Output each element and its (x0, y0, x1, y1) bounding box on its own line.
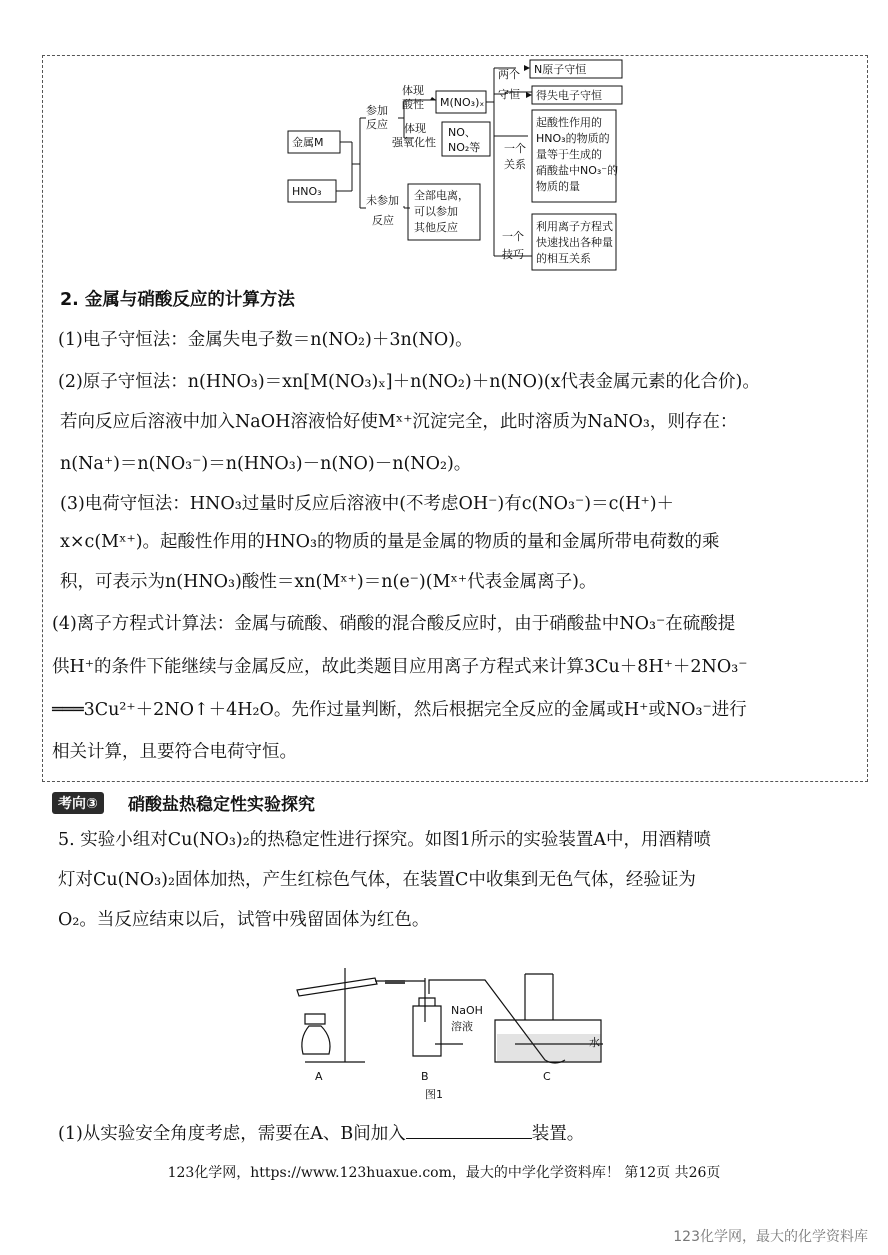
naoh-label: NaOH (451, 1004, 483, 1017)
figure-caption: 图1 (425, 1088, 443, 1101)
watermark: 123化学网，最大的化学资料库 (673, 1229, 868, 1245)
naoh-label-2: 溶液 (451, 1020, 473, 1033)
metal-node: 金属M (292, 136, 324, 149)
one-technique-label-2: 技巧 (502, 248, 524, 261)
acidity-label-2: 酸性 (402, 98, 424, 111)
atom-conservation-line: (2)原子守恒法：n(HNO₃)＝xn[M(NO₃)ₓ]＋n(NO₂)＋n(NO)(x代表金属元素的化合价)。 (58, 372, 760, 392)
participate-label: 参加 (366, 104, 388, 117)
experiment-apparatus-figure (285, 950, 615, 1110)
apparatus-b-label: B (421, 1070, 429, 1083)
naoh-line: 若向反应后溶液中加入NaOH溶液恰好使Mˣ⁺沉淀完全，此时溶质为NaNO₃，则存在： (60, 412, 738, 432)
section-heading: 2. 金属与硝酸反应的计算方法 (60, 290, 295, 310)
ionized-node: 全部电离， (414, 189, 469, 202)
question-1-line (58, 1120, 584, 1146)
water-label: 水 (589, 1036, 600, 1049)
gas-node-2: NO₂等 (448, 141, 481, 154)
ionic-equation-line: (4)离子方程式计算法：金属与硫酸、硝酸的混合酸反应时，由于硝酸盐中NO₃⁻在硫酸提 (52, 614, 736, 634)
direction-title: 硝酸盐热稳定性实验探究 (128, 795, 315, 815)
nonparticipate-label-2: 反应 (372, 214, 394, 227)
relation-node-4: 硝酸盐中NO₃⁻的 (536, 164, 619, 177)
relation-node-2: HNO₃的物质的 (536, 132, 610, 145)
oxidizing-label-2: 强氧化性 (392, 136, 436, 149)
salt-node: M(NO₃)ₓ (440, 96, 485, 109)
technique-node: 利用离子方程式 (536, 220, 613, 233)
participate-label-2: 反应 (366, 118, 388, 131)
oxidizing-label: 体现 (404, 122, 426, 135)
relation-node-3: 量等于生成的 (536, 148, 602, 161)
charge-conservation-line: (3)电荷守恒法：HNO₃过量时反应后溶液中(不考虑OH⁻)有c(NO₃⁻)＝c(H⁺)＋ (60, 494, 675, 514)
n-conservation-node: N原子守恒 (534, 63, 587, 76)
apparatus-a-label: A (315, 1070, 323, 1083)
page-footer: 123化学网，https://www.123huaxue.com，最大的中学化学资料库！ 第12页 共26页 (167, 1165, 721, 1181)
two-conservation-label: 两个 (498, 68, 520, 81)
answer-blank[interactable] (406, 1120, 532, 1139)
one-technique-label: 一个 (502, 230, 524, 243)
technique-node-2: 快速找出各种量 (536, 236, 613, 249)
electron-conservation-node: 得失电子守恒 (536, 89, 602, 102)
question-5-line-2: 灯对Cu(NO₃)₂固体加热，产生红棕色气体，在装置C中收集到无色气体，经验证为 (58, 870, 696, 890)
question-1-suffix: 装置。 (531, 1124, 585, 1144)
direction-tag: 考向③ (52, 792, 104, 814)
ionic-equation-line-2: 供H⁺的条件下能继续与金属反应，故此类题目应用离子方程式来计算3Cu＋8H⁺＋2NO₃⁻ (52, 657, 748, 677)
charge-conservation-line-3: 积，可表示为n(HNO₃)酸性＝xn(Mˣ⁺)＝n(e⁻)(Mˣ⁺代表金属离子)。 (60, 572, 597, 592)
ionized-node-2: 可以参加 (414, 205, 458, 218)
ionized-node-3: 其他反应 (414, 221, 458, 234)
hno3-node: HNO₃ (292, 185, 322, 198)
question-5-line-1: 5. 实验小组对Cu(NO₃)₂的热稳定性进行探究。如图1所示的实验装置A中，用酒精喷 (58, 830, 712, 850)
electron-conservation-line: (1)电子守恒法：金属失电子数＝n(NO₂)＋3n(NO)。 (58, 330, 473, 350)
ionic-equation-line-3: ═══3Cu²⁺＋2NO↑＋4H₂O。先作过量判断，然后根据完全反应的金属或H⁺或NO₃⁻进行 (52, 700, 747, 720)
relation-node-5: 物质的量 (536, 180, 580, 193)
charge-conservation-line-2: x×c(Mˣ⁺)。起酸性作用的HNO₃的物质的量是金属的物质的量和金属所带电荷数的乘 (60, 532, 720, 552)
apparatus-c-label: C (543, 1070, 551, 1083)
technique-node-3: 的相互关系 (536, 252, 591, 265)
nonparticipate-label: 未参加 (366, 194, 399, 207)
one-relation-label-2: 关系 (504, 158, 526, 171)
question-1-text: (1)从实验安全角度考虑，需要在A、B间加入 (58, 1124, 406, 1144)
acidity-label: 体现 (402, 84, 424, 97)
relation-node: 起酸性作用的 (536, 116, 602, 129)
question-5-line-3: O₂。当反应结束以后，试管中残留固体为红色。 (58, 910, 430, 930)
concept-diagram (280, 56, 640, 276)
gas-node: NO、 (448, 126, 476, 139)
one-relation-label: 一个 (504, 142, 526, 155)
ionic-equation-line-4: 相关计算，且要符合电荷守恒。 (52, 742, 297, 762)
two-conservation-label-2: 守恒 (498, 88, 520, 101)
sodium-equation-line: n(Na⁺)＝n(NO₃⁻)＝n(HNO₃)－n(NO)－n(NO₂)。 (60, 454, 472, 474)
